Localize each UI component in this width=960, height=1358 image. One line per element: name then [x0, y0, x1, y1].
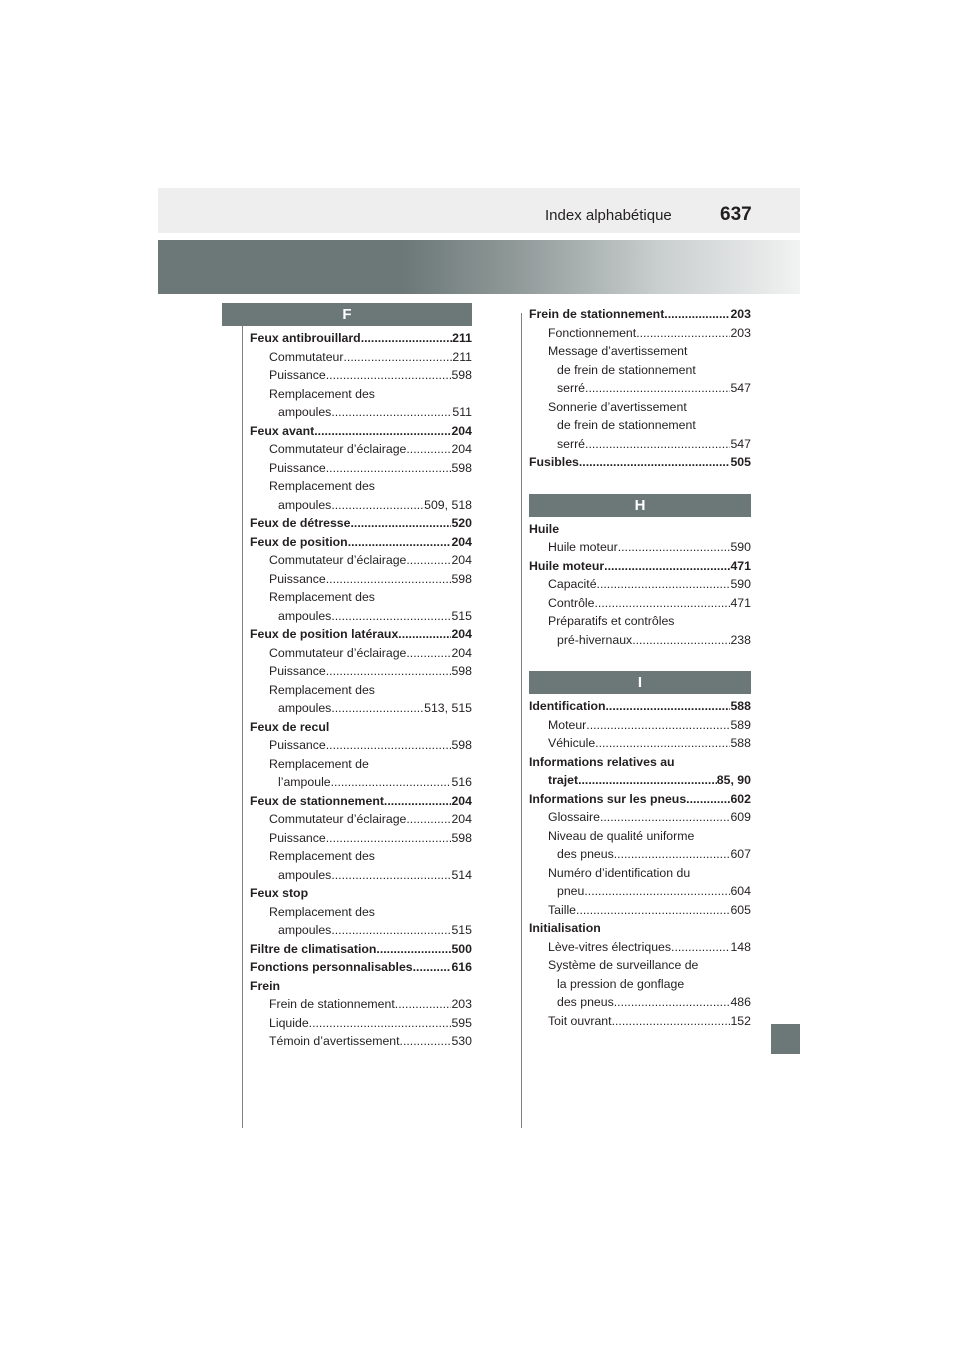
index-entry-page: 515 [451, 608, 472, 623]
index-entry-term: Feux de détresse [250, 516, 351, 530]
index-entry-leader [576, 901, 730, 920]
index-entry-page: 85, 90 [716, 773, 751, 787]
index-entry-leader [376, 940, 451, 959]
index-entry-term: Capacité [548, 577, 597, 591]
index-entry [250, 385, 472, 404]
index-entry [529, 845, 751, 864]
header-bar [158, 188, 800, 233]
index-entry-page: 598 [451, 460, 472, 475]
index-entry-page: 516 [451, 775, 472, 789]
index-entry [529, 612, 751, 631]
index-entry [250, 810, 472, 829]
index-entry-term: Feux de position latéraux [250, 627, 399, 641]
index-entry [529, 734, 751, 753]
index-entry-page: 204 [451, 812, 472, 826]
index-entry-leader [331, 773, 452, 792]
index-entry [529, 342, 751, 361]
index-entry [250, 644, 472, 663]
index-entry-leader [331, 496, 424, 515]
index-entry-term: Frein de stationnement [269, 997, 395, 1011]
index-entry [529, 305, 751, 324]
index-entry-leader [395, 995, 452, 1014]
index-entry-term: Frein de stationnement [529, 307, 665, 321]
index-entry-term: Puissance [269, 830, 326, 845]
index-entry-page: 511 [452, 405, 472, 419]
index-entry-term: Liquide [269, 1015, 309, 1030]
index-entry-term: Informations relatives au [529, 754, 675, 769]
index-entry-term: Huile moteur [548, 540, 618, 554]
index-entry [529, 882, 751, 901]
index-entry-term: Glossaire [548, 810, 600, 824]
index-entry [529, 790, 751, 809]
index-entry-term: Fonctionnement [548, 325, 637, 340]
index-entry [529, 453, 751, 472]
index-entry-leader [636, 324, 730, 343]
index-entry [250, 718, 472, 737]
index-entry-term: trajet [548, 773, 579, 787]
index-entry [529, 435, 751, 454]
index-entry-leader [326, 459, 452, 478]
index-entry [529, 827, 751, 846]
index-entry [250, 329, 472, 348]
index-entry [529, 808, 751, 827]
index-entry-page: 604 [730, 884, 751, 898]
index-entry-leader [406, 810, 451, 829]
index-entry-term: Puissance [269, 368, 326, 382]
index-entry-term: Puissance [269, 738, 326, 752]
index-entry-page: 500 [451, 941, 472, 956]
index-entry [529, 398, 751, 417]
index-entry-term: Identification [529, 699, 606, 713]
index-entry-term: Frein [250, 978, 281, 993]
index-entry-leader [618, 538, 731, 557]
index-entry [250, 829, 472, 848]
index-entry [529, 864, 751, 883]
index-entry-term: des pneus [557, 847, 614, 861]
index-entry-term: Préparatifs et contrôles [548, 614, 675, 628]
index-entry-term: Commutateur d’éclairage [269, 812, 407, 826]
index-entry [529, 716, 751, 735]
index-entry-page: 509, 518 [424, 497, 472, 512]
index-entry [529, 324, 751, 343]
index-entry-leader [398, 625, 451, 644]
index-entry-term: des pneus [557, 995, 614, 1009]
index-entry-leader [578, 771, 717, 790]
index-entry-leader [326, 736, 452, 755]
index-entry-leader [614, 993, 731, 1012]
index-entry-page: 609 [730, 810, 751, 824]
index-entry-leader [344, 348, 453, 367]
index-entry-leader [632, 631, 730, 650]
index-entry-term: Remplacement des [269, 386, 375, 401]
index-entry [250, 422, 472, 441]
index-entry-term: Remplacement des [269, 682, 375, 697]
index-entry-leader [331, 921, 451, 940]
index-entry-page: 152 [730, 1013, 751, 1028]
index-entry [250, 533, 472, 552]
index-entry [250, 348, 472, 367]
index-entry-term: Numéro d’identification du [548, 865, 691, 880]
index-entry-leader [406, 440, 451, 459]
index-entry-term: Taille [548, 902, 577, 917]
index-entry-term: de frein de stationnement [557, 418, 696, 432]
index-entry-term: pneu [557, 884, 585, 898]
index-entry [250, 551, 472, 570]
left-column-rule [242, 303, 243, 1128]
index-entry-leader [314, 422, 451, 441]
index-entry [250, 995, 472, 1014]
index-entry-leader [686, 790, 730, 809]
index-entry-leader [309, 1014, 452, 1033]
index-entry [529, 919, 751, 938]
index-entry-leader [586, 716, 730, 735]
index-entry-term: Feux stop [250, 886, 309, 900]
index-entry-leader [595, 734, 730, 753]
index-entry-page: 204 [451, 793, 472, 808]
index-entry [250, 403, 472, 422]
index-entry [529, 901, 751, 920]
index-entry-page: 616 [451, 960, 472, 974]
index-entry [529, 594, 751, 613]
middle-column-rule [521, 313, 522, 1128]
index-entry [250, 625, 472, 644]
index-entry-page: 204 [451, 534, 472, 549]
index-entry-page: 607 [730, 847, 751, 861]
index-entry [250, 1032, 472, 1051]
index-entry-term: Commutateur d’éclairage [269, 645, 407, 660]
index-entry-term: Remplacement des [269, 479, 375, 493]
index-entry-term: Feux de recul [250, 719, 330, 734]
index-entry [250, 940, 472, 959]
index-entry-term: Puissance [269, 664, 326, 678]
index-entry-page: 520 [451, 516, 472, 530]
index-entry-page: 547 [730, 436, 751, 451]
index-entry-leader [406, 644, 451, 663]
index-list-i [529, 697, 751, 1030]
section-header-f: F [222, 303, 472, 326]
index-entry-term: Informations sur les pneus [529, 791, 687, 806]
index-entry-page: 602 [730, 791, 751, 806]
index-entry [529, 575, 751, 594]
index-entry-page: 590 [730, 577, 751, 591]
index-entry [250, 514, 472, 533]
index-entry [250, 884, 472, 903]
index-entry [529, 557, 751, 576]
index-entry [529, 520, 751, 539]
index-entry-page: 588 [730, 736, 751, 750]
index-entry [529, 416, 751, 435]
index-entry-term: Système de surveillance de [548, 958, 699, 972]
index-entry-page: 211 [452, 331, 472, 345]
index-entry-page: 598 [451, 830, 472, 845]
index-entry-term: Huile [529, 521, 560, 536]
index-entry [250, 459, 472, 478]
index-entry-leader [413, 958, 452, 977]
index-entry-leader [331, 607, 451, 626]
index-entry [250, 773, 472, 792]
index-entry-page: 204 [451, 553, 472, 567]
index-entry-term: Puissance [269, 571, 326, 586]
index-entry-page: 238 [730, 632, 751, 647]
index-entry [529, 938, 751, 957]
index-entry-term: Feux avant [250, 423, 315, 438]
index-entry-term: Remplacement des [269, 849, 375, 863]
index-entry-leader [326, 570, 452, 589]
index-entry [250, 736, 472, 755]
index-entry-term: Message d’avertissement [548, 344, 688, 358]
index-entry-leader [671, 938, 730, 957]
index-entry [250, 958, 472, 977]
index-entry-page: 515 [451, 923, 472, 937]
index-entry-leader [600, 808, 731, 827]
index-entry-leader [584, 882, 730, 901]
index-list-f [250, 329, 472, 1051]
index-entry [250, 903, 472, 922]
index-entry-page: 204 [451, 627, 472, 641]
index-entry-leader [384, 792, 452, 811]
index-entry [529, 631, 751, 650]
index-entry-page: 514 [451, 867, 472, 882]
index-entry-leader [664, 305, 730, 324]
index-entry-leader [612, 1012, 731, 1031]
index-entry-leader [326, 366, 452, 385]
section-header-i: I [529, 671, 751, 694]
index-entry-term: de frein de stationnement [557, 362, 696, 377]
index-entry-term: Commutateur [269, 349, 344, 364]
index-entry-page: 203 [730, 325, 751, 340]
page-number: 637 [720, 204, 752, 225]
index-entry [529, 379, 751, 398]
index-entry-leader [348, 533, 452, 552]
index-entry-term: serré [557, 436, 586, 451]
index-entry-term: Témoin d’avertissement [269, 1034, 400, 1048]
index-entry-leader [361, 329, 452, 348]
index-entry-page: 598 [451, 571, 472, 586]
page-title: Index alphabétique [545, 207, 672, 224]
index-entry [250, 496, 472, 515]
right-column [529, 305, 751, 1030]
index-entry [250, 681, 472, 700]
index-entry [529, 538, 751, 557]
index-entry-page: 204 [451, 423, 472, 438]
index-entry-page: 486 [730, 995, 751, 1009]
index-entry-page: 204 [451, 645, 472, 660]
index-list-f-continued [529, 305, 751, 472]
index-entry-page: 203 [451, 997, 472, 1011]
index-entry-page: 204 [451, 442, 472, 456]
index-entry-term: Puissance [269, 460, 326, 475]
index-entry [250, 570, 472, 589]
index-entry-term: Commutateur d’éclairage [269, 553, 407, 567]
index-entry [250, 477, 472, 496]
index-entry-leader [585, 379, 730, 398]
index-entry-term: Remplacement des [269, 590, 375, 604]
index-entry [250, 699, 472, 718]
index-entry-leader [604, 557, 730, 576]
index-entry [250, 662, 472, 681]
index-entry-page: 588 [730, 699, 751, 713]
index-entry-term: ampoules [278, 867, 332, 882]
index-entry-term: Véhicule [548, 736, 596, 750]
index-entry [529, 697, 751, 716]
index-entry-term: Remplacement de [269, 756, 369, 771]
index-entry-page: 605 [730, 902, 751, 917]
index-entry-page: 471 [730, 595, 751, 610]
left-column [250, 303, 472, 1051]
index-entry-leader [585, 435, 730, 454]
index-entry [250, 792, 472, 811]
index-entry-term: ampoules [278, 923, 332, 937]
index-entry-term: la pression de gonflage [557, 976, 685, 991]
index-entry-page: 471 [730, 558, 751, 573]
index-entry-leader [350, 514, 451, 533]
index-entry-leader [614, 845, 731, 864]
index-entry-term: ampoules [278, 608, 332, 623]
index-entry [250, 921, 472, 940]
index-entry-page: 148 [730, 939, 751, 954]
index-entry [250, 588, 472, 607]
index-entry-term: Filtre de climatisation [250, 941, 377, 956]
index-entry-leader [331, 699, 424, 718]
index-entry-term: l’ampoule [278, 775, 331, 789]
index-entry-term: Feux antibrouillard [250, 331, 361, 345]
index-entry [250, 847, 472, 866]
index-entry-leader [331, 866, 451, 885]
index-entry-leader [597, 575, 731, 594]
index-entry [250, 977, 472, 996]
index-entry [529, 993, 751, 1012]
index-entry-term: Commutateur d’éclairage [269, 442, 407, 456]
index-entry-page: 589 [730, 717, 751, 732]
index-entry [250, 1014, 472, 1033]
index-entry-page: 598 [451, 664, 472, 678]
index-entry-leader [331, 403, 452, 422]
index-entry-leader [400, 1032, 452, 1051]
index-entry-term: Sonnerie d’avertissement [548, 399, 687, 414]
index-entry-page: 513, 515 [424, 701, 472, 715]
index-entry-term: Fusibles [529, 455, 579, 469]
index-entry-term: serré [557, 381, 586, 395]
index-entry [529, 956, 751, 975]
index-entry-term: Initialisation [529, 921, 601, 935]
index-entry-page: 595 [451, 1015, 472, 1030]
index-entry-term: Feux de stationnement [250, 793, 384, 808]
index-entry-page: 590 [730, 540, 751, 554]
index-entry-term: Remplacement des [269, 904, 375, 919]
index-entry [529, 753, 751, 772]
index-entry [250, 755, 472, 774]
index-entry-leader [594, 594, 730, 613]
index-entry-leader [326, 662, 452, 681]
index-entry-term: Huile moteur [529, 558, 605, 573]
index-entry-term: Lève-vitres électriques [548, 939, 672, 954]
index-entry [250, 866, 472, 885]
index-entry [250, 440, 472, 459]
index-entry-leader [606, 697, 731, 716]
index-entry-term: Moteur [548, 717, 587, 732]
index-entry [529, 1012, 751, 1031]
index-entry-page: 598 [451, 738, 472, 752]
index-entry-page: 505 [730, 455, 751, 469]
index-entry [529, 975, 751, 994]
index-entry-term: ampoules [278, 701, 332, 715]
index-entry-term: ampoules [278, 497, 332, 512]
index-entry-leader [579, 453, 731, 472]
index-entry-page: 211 [452, 349, 472, 364]
index-entry-term: Niveau de qualité uniforme [548, 828, 695, 843]
thumb-index-tab [771, 1024, 800, 1054]
index-entry-term: Feux de position [250, 534, 348, 549]
index-entry [250, 607, 472, 626]
index-entry [529, 771, 751, 790]
index-entry-page: 203 [730, 307, 751, 321]
index-entry-term: Toit ouvrant [548, 1013, 612, 1028]
index-entry-leader [326, 829, 452, 848]
index-entry-page: 547 [730, 381, 751, 395]
index-entry-term: Contrôle [548, 595, 595, 610]
index-entry-term: Fonctions personnalisables [250, 960, 413, 974]
index-entry-page: 598 [451, 368, 472, 382]
index-entry [529, 361, 751, 380]
index-entry-leader [406, 551, 451, 570]
section-header-h: H [529, 494, 751, 517]
index-entry-page: 530 [451, 1034, 472, 1048]
index-entry-term: pré-hivernaux [557, 632, 633, 647]
index-entry-term: ampoules [278, 405, 332, 419]
index-list-h [529, 520, 751, 650]
index-entry [250, 366, 472, 385]
header-band [158, 240, 800, 294]
